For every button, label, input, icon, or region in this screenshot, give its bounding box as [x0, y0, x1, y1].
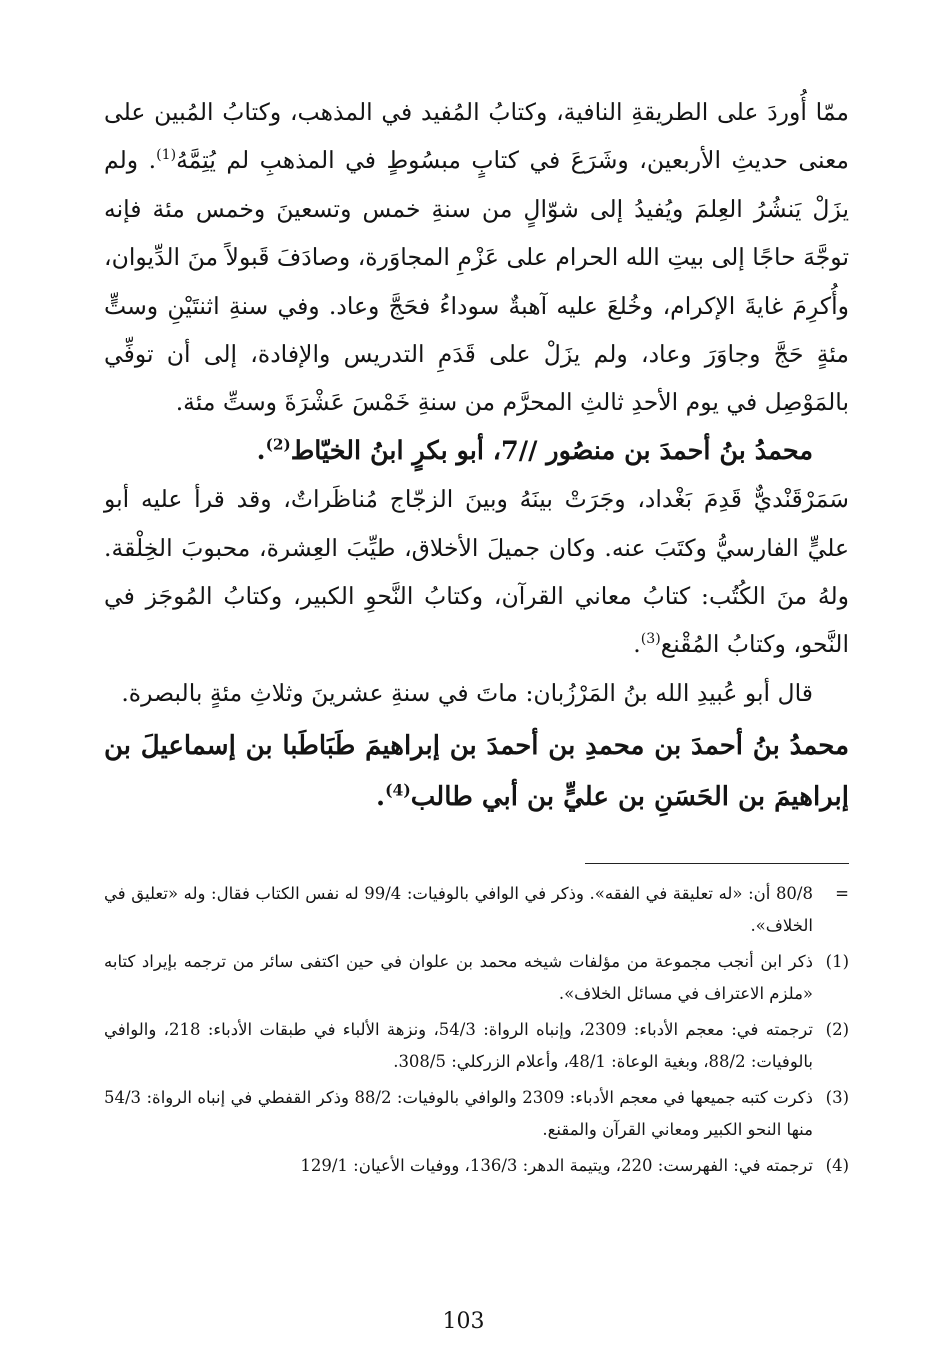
footnote-text: ترجمته في: الفهرست: 220، ويتيمة الدهر: 136/3، ووفيات الأعيان: 129/1 [300, 1156, 813, 1176]
footnote-mark: (4) [825, 1156, 849, 1176]
footnote-ref-1: (1) [156, 147, 177, 164]
paragraph-2: سَمَرْقَنْديٌّ قَدِمَ بَغْداد، وجَرَتْ بينَهُ وبينَ الزجّاج مُناظَراتٌ، وقد قرأ عليه أبو عليٍّ الفارسيُّ وكتَبَ عنه. وكان جميلَ الأخلاق، طيِّبَ العِشرة، محبوبَ الخِلْقة. ولهُ منَ الكُتُب: كتابُ معاني القرآن، وكتابُ النَّحوِ الكبير، وكتابُ المُوجَز في النَّحو، وكتابُ المُقْنع$^{(3)}$. [104, 485, 849, 659]
footnote-divider [585, 863, 849, 864]
entry-heading-2: محمدُ بنُ أحمدَ بن محمدِ بن أحمدَ بن إبراهيمَ طَبَاطَبا بن إسماعيلَ بن إبراهيمَ بن الحَسَنِ بن عليٍّ بن أبي طالب$^{(4)}$. [104, 731, 849, 813]
footnote-continued [104, 878, 849, 942]
main-text [104, 88, 849, 823]
page-number: 103 [442, 1309, 485, 1334]
footnote-mark: (1) [825, 952, 849, 972]
footnote-text: 80/8 أن: «له تعليقة في الفقه». وذكر في الوافي بالوفيات: 99/4 له نفس الكتاب فقال: وله «تعليق في الخلاف». [104, 884, 813, 936]
footnotes [104, 878, 849, 1182]
footnote-2 [104, 1014, 849, 1078]
footnote-text: ترجمته في: معجم الأدباء: 2309، وإنباه الرواة: 54/3، ونزهة الألباء في طبقات الأدباء: 218، والوافي بالوفيات: 88/2، وبغية الوعاة: 48/1، وأعلام الزركلي: 308/5. [104, 1020, 813, 1072]
footnote-ref-2: (2) [265, 435, 291, 454]
footnote-mark: (3) [825, 1088, 849, 1108]
footnote-ref-3: (3) [640, 631, 661, 648]
footnote-4 [104, 1150, 849, 1182]
footnote-mark: = [835, 884, 849, 904]
footnote-mark: (2) [825, 1020, 849, 1040]
paragraph-1: ممّا أُوردَ على الطريقةِ النافية، وكتابُ المُفيد في المذهب، وكتابُ المُبين على معنى حديثِ الأربعين، وشَرَعَ في كتابٍ مبسُوطٍ في المذهبِ لم يُتِمَّهُ$^{(1)}$. ولم يزَلْ يَنشُرُ العِلمَ ويُفيدُ إلى شوّالٍ من سنةِ خمس وتسعينَ وخمس مئة فإنه توجَّهَ حاجًا إلى بيتِ الله الحرام على عَزْمِ المجاوَرة، وصادَفَ قَبولاً منَ الدِّيوان، وأُكرِمَ غايةَ الإكرام، وخُلعَ عليه آهبةٌ سوداءُ فحَجَّ وعاد. وفي سنةِ اثنتَيْنِ وستٍّ مئةٍ حَجَّ وجاوَرَ وعاد، ولم يزَلْ على قَدَمِ التدريس والإفادة، إلى أن توفِّي بالمَوْصِل في يوم الأحدِ ثالثِ المحرَّم من سنةِ خَمْسَ عَشْرَةَ وستِّ مئة. [104, 98, 849, 417]
footnote-3 [104, 1082, 849, 1146]
footnote-1 [104, 946, 849, 1010]
paragraph-3: قال أبو عُبيدِ الله بنُ المَرْزُبان: ماتَ في سنةِ عشرينَ وثلاثِ مئةٍ بالبصرة. [121, 678, 813, 707]
footnote-ref-4: (4) [385, 780, 411, 800]
footnote-text: ذكرت كتبه جميعها في معجم الأدباء: 2309 والوافي بالوفيات: 88/2 وذكر القفطي في إنباه الرواة: 54/3 منها النحو الكبير ومعاني القرآن والمقنع. [104, 1088, 813, 1140]
entry-heading-1: محمدُ بنُ أحمدَ بن منصُور //7، أبو بكرٍ ابنُ الخيّاط$^{(2)}$. [256, 435, 813, 466]
footnote-text: ذكر ابن أنجب مجموعة من مؤلفات شيخه محمد بن علوان في حين اكتفى سائر من ترجمه بإيراد كتابه «ملزم الاعتراف في مسائل الخلاف». [104, 952, 813, 1004]
